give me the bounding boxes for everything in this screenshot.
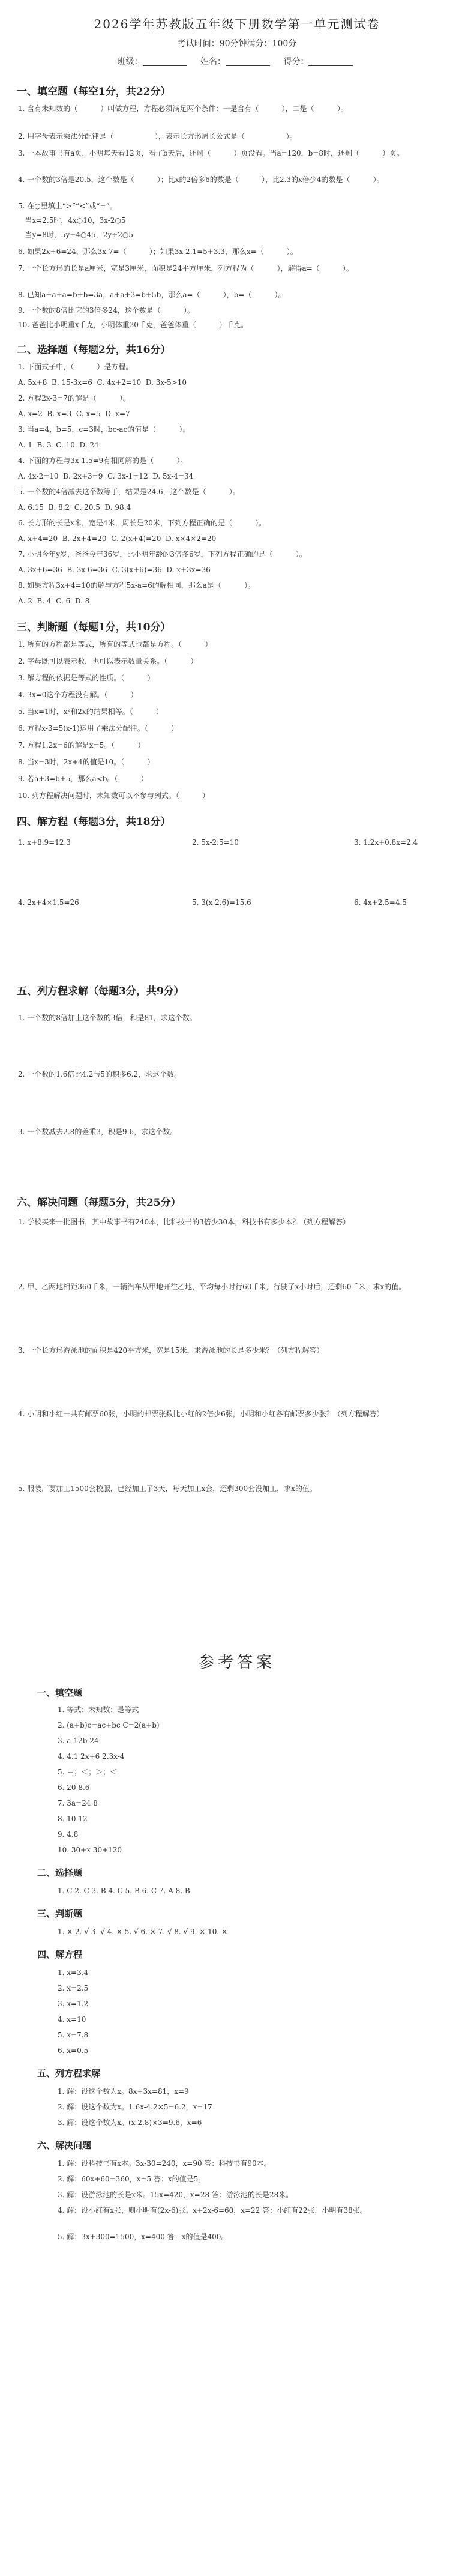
- answer-line: 3. 解：设游泳池的长是x米。15x=420，x=28 答：游泳池的长是28米。: [58, 2191, 293, 2199]
- s2-question: 1. 下面式子中，（ ）是方程。: [18, 363, 133, 371]
- s3-question: 7. 方程1.2x=6的解是x=5。（ ）: [18, 741, 145, 749]
- section-3-heading: 三、判断题（每题1分，共10分）: [17, 621, 171, 633]
- s4-equation: 1. x+8.9=12.3: [18, 838, 71, 847]
- s3-question: 1. 所有的方程都是等式，所有的等式也都是方程。（ ）: [18, 640, 212, 649]
- s2-options: A. 1 B. 3 C. 10 D. 24: [18, 441, 99, 449]
- answer-line: 5. 解：3x+300=1500，x=400 答：x的值是400。: [58, 2233, 229, 2241]
- s3-question: 4. 3x=0这个方程没有解。（ ）: [18, 691, 138, 699]
- s6-question: 5. 服装厂要加工1500套校服，已经加工了3天，每天加工x套，还剩300套没加工，求x的值。: [18, 1484, 317, 1493]
- s2-options: A. 3x+6=36 B. 3x-6=36 C. 3(x+6)=36 D. x+3x=36: [18, 566, 211, 574]
- s3-question: 8. 当x=3时，2x+4的值是10。（ ）: [18, 758, 155, 766]
- answer-group-heading: 五、列方程求解: [37, 2068, 101, 2079]
- answer-line: 1. × 2. √ 3. √ 4. × 5. √ 6. × 7. √ 8. √ 9. × 10. ×: [58, 1927, 228, 1936]
- section-5-heading: 五、列方程求解（每题3分，共9分）: [17, 985, 184, 997]
- answer-line: 5. x=7.8: [58, 2031, 89, 2039]
- score-label: 得分：: [283, 57, 309, 67]
- s1-question: 5. 在○里填上“>”“<”或“=”。: [18, 202, 117, 210]
- section-6-heading: 六、解决问题（每题5分，共25分）: [17, 1197, 181, 1209]
- s1-question: 3. 一本故事书有a页，小明每天看12页，看了b天后，还剩（ ）页没看。当a=120，b=8时，还剩（ ）页。: [18, 149, 404, 157]
- answer-line: 5. ＝；＜；＞；＜: [58, 1768, 118, 1776]
- answer-line: 1. 等式；未知数；是等式: [58, 1705, 139, 1714]
- s2-question: 7. 小明今年y岁，爸爸今年36岁，比小明年龄的3倍多6岁，下列方程正确的是（ ）。: [18, 550, 307, 558]
- answer-line: 3. a-12b 24: [58, 1737, 99, 1745]
- s1-question: 1. 含有未知数的（ ）叫做方程，方程必须满足两个条件：一是含有（ ），二是（ ）。: [18, 104, 348, 113]
- s2-question: 2. 方程2x-3=7的解是（ ）。: [18, 394, 130, 402]
- s1-question: 当x=2.5时，4x○10，3x-2○5: [18, 216, 126, 225]
- answer-key-title: 参考答案: [198, 1654, 275, 1672]
- s5-question: 1. 一个数的8倍加上这个数的3倍，和是81，求这个数。: [18, 1014, 197, 1022]
- answer-line: 2. 解：设这个数为x。1.6x-4.2×5=6.2，x=17: [58, 2103, 212, 2111]
- s3-question: 3. 解方程的依据是等式的性质。（ ）: [18, 674, 155, 682]
- answer-line: 1. C 2. C 3. B 4. C 5. B 6. C 7. A 8. B: [58, 1887, 190, 1895]
- s5-question: 3. 一个数减去2.8的差乘3，积是9.6，求这个数。: [18, 1128, 178, 1136]
- s2-question: 4. 下面的方程与3x-1.5=9有相同解的是（ ）。: [18, 456, 188, 465]
- answer-line: 6. x=0.5: [58, 2046, 89, 2055]
- s3-question: 10. 列方程解决问题时，未知数可以不参与列式。（ ）: [18, 791, 210, 800]
- answer-line: 1. x=3.4: [58, 1968, 89, 1977]
- s1-question: 10. 爸爸比小明重x千克，小明体重30千克，爸爸体重（ ）千克。: [18, 321, 248, 329]
- s2-question: 5. 一个数的4倍减去这个数等于，结果是24.6，这个数是（ ）。: [18, 488, 240, 496]
- answer-line: 8. 10 12: [58, 1815, 88, 1823]
- s1-question: 当y=8时，5y+4○45，2y÷2○5: [18, 231, 133, 239]
- section-1-heading: 一、填空题（每空1分，共22分）: [17, 86, 171, 98]
- s2-options: A. 5x+8 B. 15-3x=6 C. 4x+2=10 D. 3x-5>10: [18, 378, 187, 387]
- s1-question: 6. 如果2x+6=24，那么3x-7=（ ）；如果3x-2.1=5+3.3，那么x=（ ）。: [18, 247, 298, 256]
- s1-question: 8. 已知a+a+a=b+b=3a，a+a+3=b+5b，那么a=（ ），b=（ ）。: [18, 291, 286, 299]
- s2-options: A. x=2 B. x=3 C. x=5 D. x=7: [18, 410, 130, 418]
- s1-question: 2. 用字母表示乘法分配律是（ ），表示长方形周长公式是（ ）。: [18, 132, 297, 141]
- answer-line: 10. 30+x 30+120: [58, 1846, 122, 1854]
- s6-question: 4. 小明和小红一共有邮票60张，小明的邮票张数比小红的2倍少6张，小明和小红各有邮票多少张？（列方程解答）: [18, 1410, 384, 1418]
- s6-question: 2. 甲、乙两地相距360千米，一辆汽车从甲地开往乙地，平均每小时行60千米，行驶了x小时后，还剩60千米，求x的值。: [18, 1283, 406, 1291]
- s6-question: 1. 学校买来一批图书，其中故事书有240本，比科技书的3倍少30本，科技书有多少本？（列方程解答）: [18, 1218, 350, 1226]
- s2-options: A. 4x-2=10 B. 2x+3=9 C. 3x-1=12 D. 5x-4=34: [18, 472, 194, 480]
- answer-line: 4. x=10: [58, 2015, 86, 2024]
- s2-options: A. x+4=20 B. 2x+4=20 C. 2(x+4)=20 D. x×4×2=20: [18, 534, 217, 543]
- answer-group-heading: 二、选择题: [37, 1867, 83, 1878]
- class-blank[interactable]: [143, 57, 187, 66]
- answer-group-heading: 四、解方程: [37, 1949, 83, 1960]
- s2-options: A. 2 B. 4 C. 6 D. 8: [18, 597, 90, 605]
- s4-equation: 3. 1.2x+0.8x=2.4: [354, 838, 418, 847]
- answer-line: 1. 解：设这个数为x。8x+3x=81，x=9: [58, 2087, 189, 2096]
- answer-line: 6. 20 8.6: [58, 1783, 90, 1792]
- s2-question: 8. 如果方程3x+4=10的解与方程5x-a=6的解相同，那么a是（ ）。: [18, 581, 256, 590]
- s2-question: 3. 当a=4，b=5，c=3时，bc-ac的值是（ ）。: [18, 425, 190, 434]
- name-label: 姓名：: [200, 57, 226, 67]
- answer-group-heading: 六、解决问题: [37, 2140, 92, 2151]
- s2-options: A. 6.15 B. 8.2 C. 20.5 D. 98.4: [18, 503, 131, 512]
- s3-question: 2. 字母既可以表示数，也可以表示数量关系。（ ）: [18, 657, 198, 665]
- s1-question: 9. 一个数的8倍比它的3倍多24，这个数是（ ）。: [18, 306, 194, 315]
- answer-line: 2. x=2.5: [58, 1984, 89, 1992]
- section-4-heading: 四、解方程（每题3分，共18分）: [17, 816, 171, 828]
- answer-line: 2. 解：60x+60=360，x=5 答：x的值是5。: [58, 2175, 206, 2183]
- answer-line: 2. (a+b)c=ac+bc C=2(a+b): [58, 1721, 160, 1729]
- s6-question: 3. 一个长方形游泳池的面积是420平方米，宽是15米，求游泳池的长是多少米？（列方程解答）: [18, 1346, 324, 1355]
- answer-line: 3. 解：设这个数为x。(x-2.8)×3=9.6，x=6: [58, 2118, 202, 2127]
- s2-question: 6. 长方形的长是x米，宽是4米，周长是20米，下列方程正确的是（ ）。: [18, 519, 266, 527]
- answer-line: 1. 解：设科技书有x本。3x-30=240，x=90 答：科技书有90本。: [58, 2159, 271, 2168]
- s3-question: 9. 若a+3=b+5，那么a<b。（ ）: [18, 775, 148, 783]
- answer-line: 4. 解：设小红有x张，则小明有(2x-6)张。x+2x-6=60，x=22 答：小红有22张，小明有38张。: [58, 2206, 367, 2215]
- name-blank[interactable]: [226, 57, 270, 66]
- answer-group-heading: 三、判断题: [37, 1908, 83, 1919]
- score-blank[interactable]: [308, 57, 353, 66]
- answer-line: 7. 3a=24 8: [58, 1799, 98, 1807]
- student-info-line: [0, 55, 474, 67]
- s4-equation: 5. 3(x-2.6)=15.6: [192, 898, 251, 907]
- answer-line: 4. 4.1 2x+6 2.3x-4: [58, 1752, 125, 1761]
- s3-question: 5. 当x=1时，x²和2x的结果相等。（ ）: [18, 707, 163, 716]
- s4-equation: 6. 4x+2.5=4.5: [354, 898, 407, 907]
- s5-question: 2. 一个数的1.6倍比4.2与5的积多6.2，求这个数。: [18, 1070, 182, 1078]
- s4-equation: 2. 5x-2.5=10: [192, 838, 239, 847]
- class-label: 班级：: [117, 57, 143, 67]
- s4-equation: 4. 2x+4×1.5=26: [18, 898, 79, 907]
- s1-question: 7. 一个长方形的长是a厘米，宽是3厘米，面积是24平方厘米，列方程为（ ），解得a=（ ）。: [18, 264, 353, 273]
- answer-group-heading: 一、填空题: [37, 1687, 83, 1698]
- s1-question: 4. 一个数的3倍是20.5，这个数是（ ）；比x的2倍多6的数是（ ），比2.3的x倍少4的数是（ ）。: [18, 175, 384, 184]
- exam-title: 2026学年苏教版五年级下册数学第一单元测试卷: [94, 17, 380, 31]
- s3-question: 6. 方程x-3=5(x-1)运用了乘法分配律。（ ）: [18, 724, 178, 733]
- answer-line: 3. x=1.2: [58, 2000, 89, 2008]
- exam-subtitle: 考试时间：90分钟满分：100分: [177, 39, 297, 49]
- section-2-heading: 二、选择题（每题2分，共16分）: [17, 344, 171, 356]
- answer-line: 9. 4.8: [58, 1830, 79, 1839]
